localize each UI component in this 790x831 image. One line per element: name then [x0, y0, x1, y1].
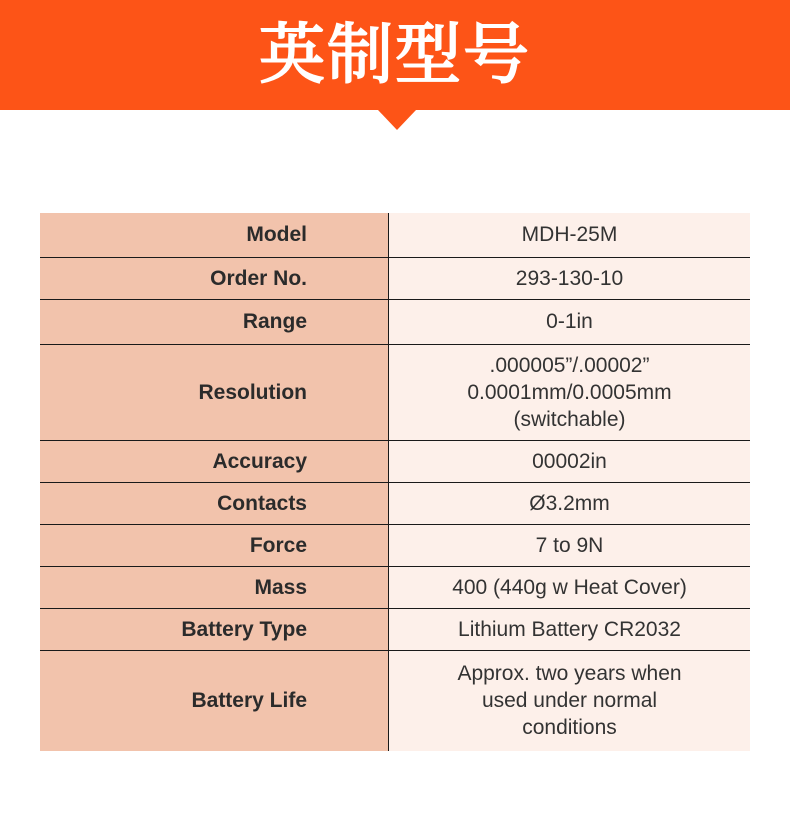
spec-value-line: MDH-25M [521, 223, 618, 247]
spec-value-line: used under normal [481, 689, 658, 713]
spec-label: Model [40, 213, 389, 257]
spec-table [40, 213, 750, 751]
spec-label: Mass [40, 566, 389, 608]
spec-label: Order No. [40, 257, 389, 299]
spec-value [389, 650, 751, 751]
spec-value [389, 257, 751, 299]
spec-value-line: Lithium Battery CR2032 [458, 617, 681, 641]
spec-value [389, 524, 751, 566]
spec-label: Accuracy [40, 440, 389, 482]
spec-label: Force [40, 524, 389, 566]
spec-value [389, 299, 751, 344]
spec-value-line: 400 (440g w Heat Cover) [452, 575, 687, 599]
spec-value [389, 344, 751, 440]
spec-value-line: .000005”/.00002” [489, 353, 650, 377]
spec-label: Battery Type [40, 608, 389, 650]
spec-value-line: 00002in [532, 449, 607, 473]
spec-value-line: 293-130-10 [515, 266, 624, 290]
spec-row-force [40, 524, 750, 566]
spec-value [389, 440, 751, 482]
spec-label: Contacts [40, 482, 389, 524]
banner-pointer [378, 110, 416, 130]
spec-value-line: Ø3.2mm [529, 491, 610, 515]
spec-value-line: Approx. two years when [457, 662, 682, 686]
spec-label: Resolution [40, 344, 389, 440]
spec-label: Range [40, 299, 389, 344]
spec-value-line: (switchable) [513, 407, 626, 431]
spec-row-contacts [40, 482, 750, 524]
spec-value [389, 482, 751, 524]
spec-value [389, 213, 751, 257]
spec-value [389, 566, 751, 608]
spec-value-line: 7 to 9N [535, 533, 604, 557]
spec-row-accuracy [40, 440, 750, 482]
spec-label: Battery Life [40, 650, 389, 751]
spec-row-battery-type [40, 608, 750, 650]
spec-value-line: conditions [522, 716, 617, 740]
spec-row-mass [40, 566, 750, 608]
spec-row-resolution [40, 344, 750, 440]
spec-row-order-no [40, 257, 750, 299]
spec-value-line: 0.0001mm/0.0005mm [467, 380, 672, 404]
spec-row-range [40, 299, 750, 344]
spec-row-battery-life [40, 650, 750, 751]
spec-value [389, 608, 751, 650]
spec-value-line: 0-1in [546, 310, 593, 333]
spec-row-model [40, 213, 750, 257]
page-title: 英制型号 [259, 16, 531, 93]
